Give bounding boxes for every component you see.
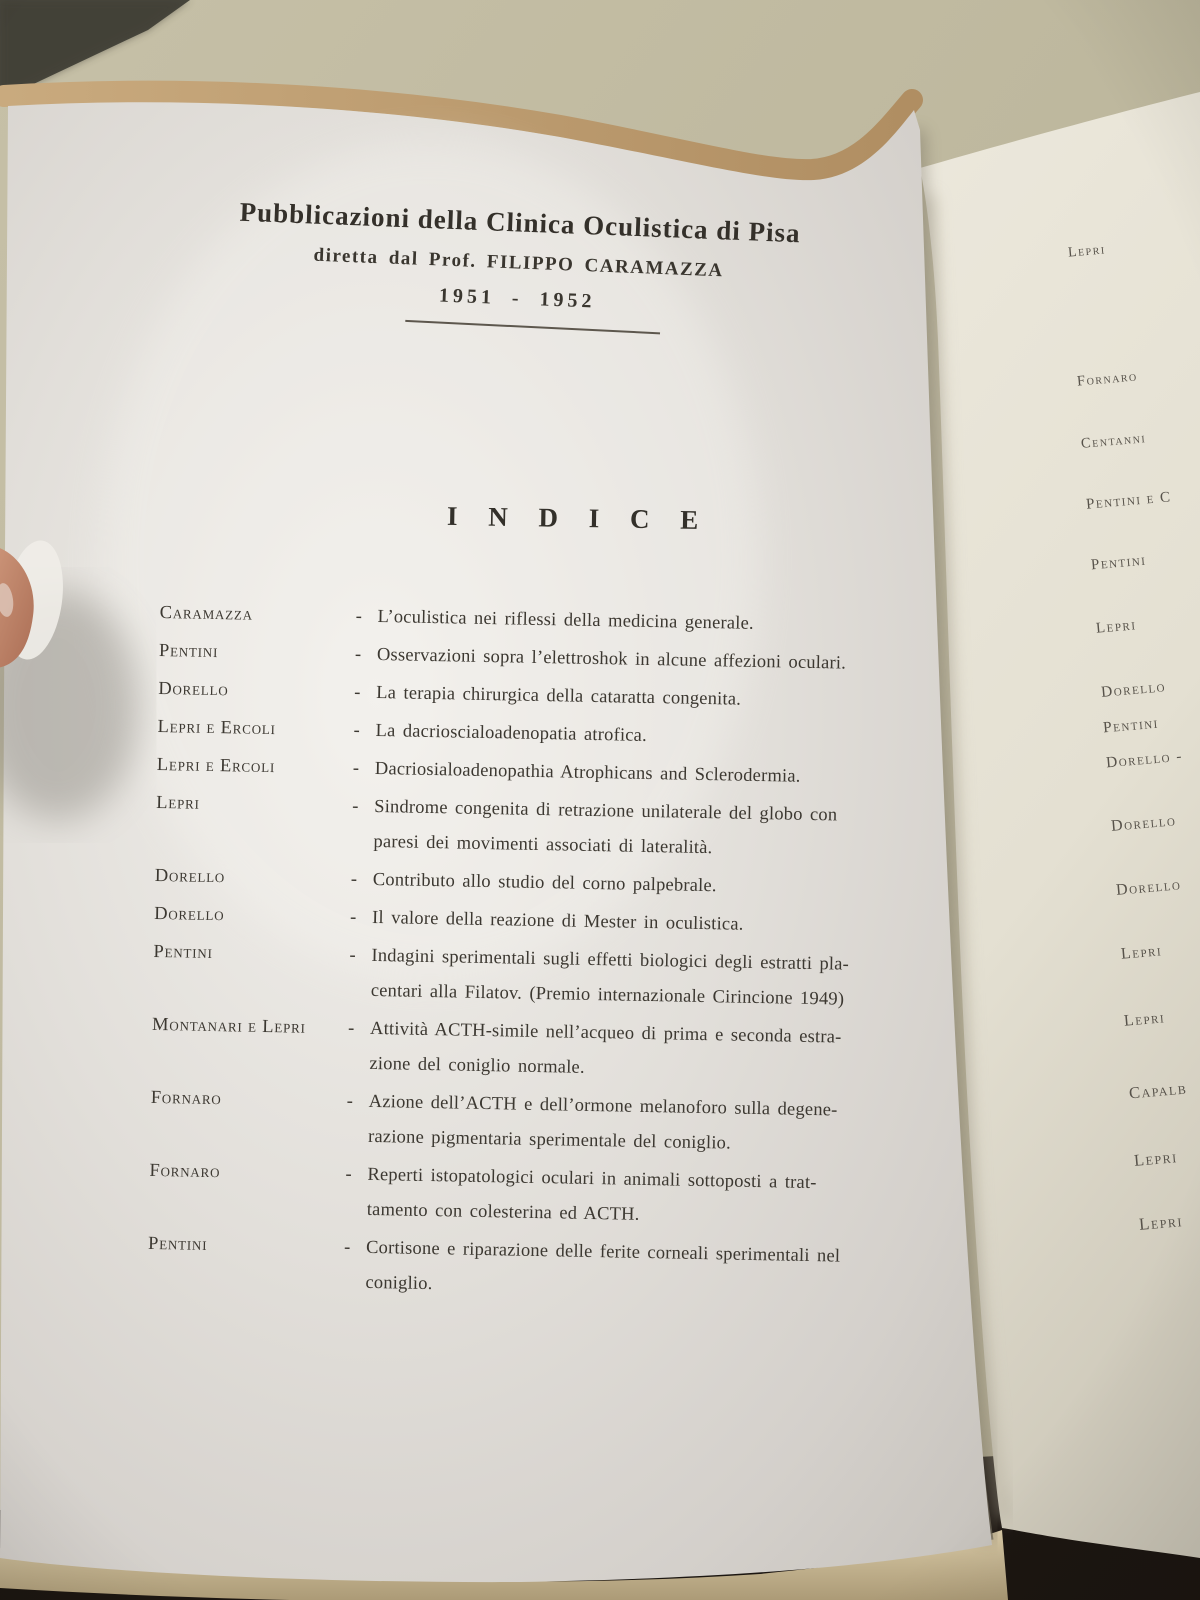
entry-dash: - — [355, 606, 363, 627]
entry-title — [372, 901, 900, 946]
entry-author: Montanari e Lepri — [151, 1014, 306, 1038]
right-page-author: Lepri — [1123, 1009, 1166, 1030]
entry-title-line: Sindrome congenita di retrazione unilaterale del globo con — [373, 796, 838, 826]
entry-title — [375, 752, 903, 797]
entry-title-line: coniglio. — [365, 1272, 433, 1295]
index-entry — [155, 786, 901, 870]
entry-title-line: Attività ACTH-simile nell’acqueo di prima e seconda estra- — [369, 1018, 842, 1048]
entry-title-line: paresi dei movimenti associati di lateralità. — [373, 831, 713, 859]
right-page-author: Dorello - — [1105, 747, 1184, 772]
right-page-author: Lepri — [1138, 1211, 1184, 1234]
entry-title-line: Reperti istopatologici oculari in animali sottoposti a trat- — [367, 1164, 817, 1194]
entry-dash: - — [354, 682, 361, 703]
right-page-author: Capalb — [1128, 1078, 1188, 1103]
entry-title — [365, 1231, 893, 1311]
right-page-author: Pentini e C — [1085, 489, 1173, 513]
entry-title-line: Osservazioni sopra l’elettroshok in alcune affezioni oculari. — [376, 644, 847, 674]
index-entry — [148, 1154, 894, 1238]
entry-author: Fornaro — [149, 1160, 221, 1183]
entry-author: Lepri — [156, 792, 200, 814]
entry-dash: - — [353, 720, 360, 741]
entry-dash: - — [354, 644, 362, 665]
publication-title: Pubblicazioni della Clinica Oculistica di Pisa — [239, 196, 802, 249]
entry-author: Dorello — [158, 678, 229, 701]
entry-title — [373, 863, 901, 908]
right-page-author: Lepri — [1067, 242, 1107, 261]
right-page-author: Lepri — [1095, 617, 1138, 637]
index-heading: I N D I C E — [446, 500, 711, 536]
entry-title-line: centari alla Filatov. (Premio internazionale Cirincione 1949) — [370, 980, 845, 1010]
index-entry — [147, 1227, 893, 1311]
entry-dash: - — [347, 1018, 355, 1039]
entry-title — [368, 1085, 896, 1165]
entry-title-line: Dacriosialoadenopathia Atrophicans and Sclerodermia. — [374, 758, 801, 787]
right-page-author: Pentini — [1090, 552, 1148, 574]
entry-author: Pentini — [147, 1233, 208, 1255]
entry-title-line: Contributo allo studio del corno palpebrale. — [372, 869, 717, 897]
entry-author: Fornaro — [150, 1087, 222, 1110]
entry-title-line: Azione dell’ACTH e dell’ormone melanoforo sulla degene- — [368, 1091, 838, 1121]
entry-author: Caramazza — [159, 602, 254, 625]
right-page-author: Fornaro — [1076, 368, 1139, 390]
entry-title-line: Il valore della reazione di Mester in oculistica. — [371, 907, 744, 935]
publication-years: 1951 - 1952 — [438, 284, 596, 313]
entry-title — [373, 790, 901, 870]
right-page-author: Pentini — [1102, 714, 1160, 737]
entry-title-line: zione del coniglio normale. — [369, 1053, 585, 1078]
entry-title — [366, 1158, 894, 1238]
entry-dash: - — [350, 869, 358, 890]
right-page-author: Centanni — [1080, 430, 1147, 452]
entry-author: Lepri e Ercoli — [157, 716, 276, 740]
index-entries — [147, 596, 905, 1314]
entry-dash: - — [352, 758, 360, 779]
entry-author: Lepri e Ercoli — [156, 754, 276, 778]
entry-title-line: tamento con colesterina ed ACTH. — [366, 1199, 640, 1225]
right-page-author: Lepri — [1120, 942, 1163, 963]
entry-dash: - — [345, 1164, 352, 1185]
entry-title-line: razione pigmentaria sperimentale del coniglio. — [367, 1126, 732, 1154]
entry-title-line: Indagini sperimentali sugli effetti biologici degli estratti pla- — [371, 945, 850, 975]
entry-author: Dorello — [153, 903, 225, 926]
entry-author: Pentini — [153, 941, 213, 964]
entry-title-line: La dacrioscialoadenopatia atrofica. — [375, 720, 648, 746]
entry-author: Pentini — [158, 640, 219, 663]
entry-dash: - — [349, 945, 356, 966]
entry-author: Dorello — [154, 865, 226, 888]
entry-dash: - — [351, 796, 359, 817]
index-entry — [151, 1008, 897, 1092]
entry-title — [369, 1012, 897, 1092]
index-entry — [153, 935, 899, 1019]
entry-title — [370, 939, 898, 1019]
entry-title — [377, 638, 905, 683]
right-page-author: Dorello — [1115, 876, 1183, 899]
entry-title — [375, 714, 903, 759]
index-entry — [150, 1081, 896, 1165]
publication-subtitle: diretta dal Prof. FILIPPO CARAMAZZA — [313, 244, 725, 282]
right-page-author: Lepri — [1133, 1147, 1179, 1170]
entry-dash: - — [343, 1237, 351, 1258]
right-page-author: Dorello — [1110, 812, 1178, 835]
right-page-author: Dorello — [1100, 678, 1167, 701]
entry-dash: - — [349, 907, 357, 928]
entry-title-line: Cortisone e riparazione delle ferite corneali sperimentali nel — [365, 1237, 841, 1267]
entry-dash: - — [346, 1091, 354, 1112]
entry-title — [376, 676, 904, 721]
entry-title-line: La terapia chirurgica della cataratta congenita. — [376, 682, 742, 710]
entry-title-line: L’oculistica nei riflessi della medicina generale. — [377, 606, 755, 634]
